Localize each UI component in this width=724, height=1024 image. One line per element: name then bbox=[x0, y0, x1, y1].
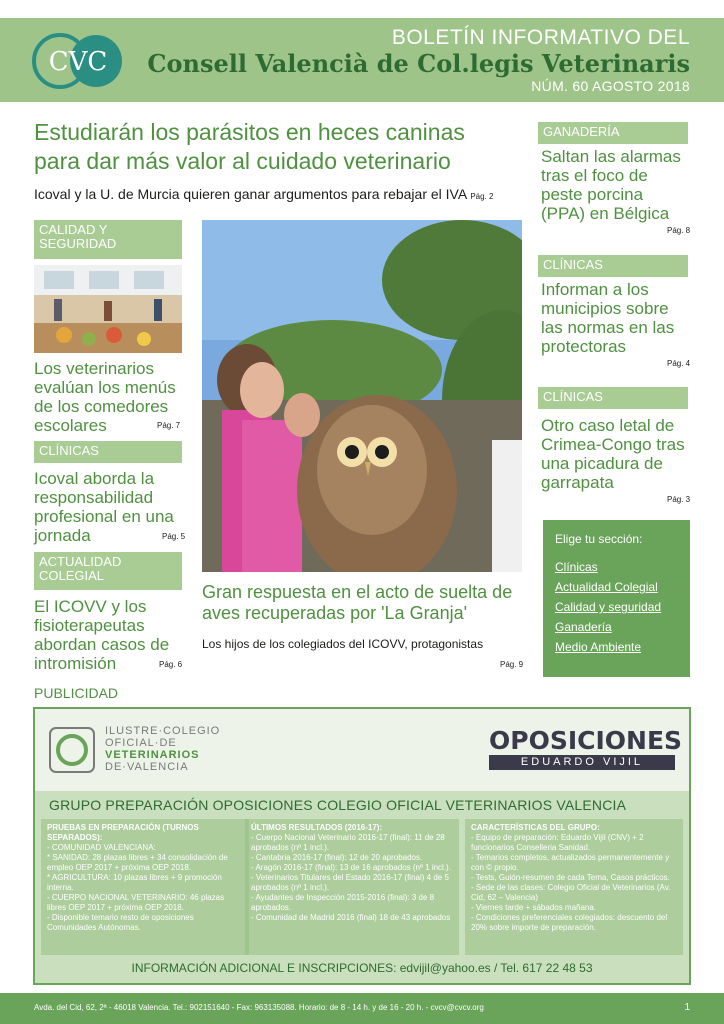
col3-line: - Equipo de preparación: Eduardo Vijil (CNV) + 2 funcionarios Conselleria Sanidad. bbox=[471, 833, 644, 852]
col2-line: - Comunidad de Madrid 2016 (final) 18 de 43 aprobados bbox=[251, 913, 451, 922]
page-ref-fisioterapeutas: Pág. 6 bbox=[159, 660, 183, 669]
col2-line: - Aragón 2016-17 (final): 13 de 16 aprobados (nº 1 incl.). bbox=[251, 863, 451, 872]
headline-protectoras[interactable]: Informan a los municipios sobre las normas en las protectoras bbox=[541, 280, 675, 356]
headline-menus[interactable]: Los veterinarios evalúan los menús de los comedores escolares bbox=[34, 359, 176, 435]
page-ref-peste-porcina: Pág. 8 bbox=[667, 226, 691, 235]
subtitle-aves: Los hijos de los colegiados del ICOVV, protagonistas bbox=[202, 637, 484, 651]
section-chooser-title: Elige tu sección: bbox=[555, 532, 643, 546]
col2-line: - Cantabria 2016-17 (final): 12 de 20 aprobados. bbox=[251, 853, 423, 862]
section-link-actualidad-colegial[interactable]: Actualidad Colegial bbox=[555, 580, 658, 594]
ad-banner bbox=[35, 709, 689, 791]
section-link-calidad-seguridad[interactable]: Calidad y seguridad bbox=[555, 600, 662, 614]
col1-line: - COMUNIDAD VALENCIANA: bbox=[47, 843, 156, 852]
college-emblem-icon bbox=[49, 727, 95, 773]
headline-fisioterapeutas[interactable]: El ICOVV y los fisioterapeutas abordan casos de intromisión bbox=[34, 597, 170, 673]
logo-text: CVC bbox=[48, 47, 108, 77]
col2-line: - Veterinarios Titulares del Estado 2016-17 (final) 4 de 5 aprobados (nº 1 incl.). bbox=[251, 873, 449, 892]
oposiciones-brand bbox=[489, 726, 683, 773]
col2-line: - Cuerpo Nacional Veterinario 2016-17 (final): 11 de 28 aprobados (nº 1 incl.). bbox=[251, 833, 445, 852]
ad-column-pruebas bbox=[41, 819, 249, 955]
section-tag-ganaderia: GANADERÍA bbox=[538, 122, 688, 144]
page-footer bbox=[0, 993, 724, 1024]
college-name bbox=[105, 725, 220, 773]
col2-heading: ÚLTIMOS RESULTADOS (2016-17): bbox=[251, 823, 383, 832]
col3-line: - Temarios completos, actualizados permanentemente y con © propio. bbox=[471, 853, 670, 872]
col1-line: * AGRICULTURA: 10 plazas libres + 9 promoción interna. bbox=[47, 873, 222, 892]
page-ref-responsabilidad: Pág. 5 bbox=[162, 532, 186, 541]
ad-column-resultados bbox=[245, 819, 459, 955]
page-ref-menus: Pág. 7 bbox=[157, 421, 181, 430]
brand-name: OPOSICIONES bbox=[489, 726, 683, 755]
section-tag-clinicas-left: CLÍNICAS bbox=[34, 441, 182, 463]
masthead bbox=[0, 18, 724, 102]
section-tag-clinicas-right-2: CLÍNICAS bbox=[538, 387, 688, 409]
advertising-label: PUBLICIDAD bbox=[34, 685, 119, 701]
ad-contact[interactable]: INFORMACIÓN ADICIONAL E INSCRIPCIONES: edvijil@yahoo.es / Tel. 617 22 48 53 bbox=[131, 961, 593, 975]
lead-headline[interactable]: Estudiarán los parásitos en heces caninas para dar más valor al cuidado veterinario bbox=[34, 119, 465, 174]
canteen-photo bbox=[34, 265, 182, 353]
col3-line: - Condiciones preferenciales colegiados: descuento del 20% sobre importe de preparación. bbox=[471, 913, 668, 932]
college-line-1: ILUSTRE·COLEGIO bbox=[105, 725, 221, 737]
page-number: 1 bbox=[684, 1002, 690, 1013]
ad-column-caracteristicas bbox=[465, 819, 683, 955]
lead-subtitle-text: Icoval y la U. de Murcia quieren ganar argumentos para rebajar el IVA bbox=[34, 186, 467, 202]
section-link-ganaderia[interactable]: Ganadería bbox=[555, 620, 612, 634]
owl-release-photo bbox=[202, 220, 522, 572]
section-chooser bbox=[543, 520, 690, 677]
section-link-medio-ambiente[interactable]: Medio Ambiente bbox=[555, 640, 642, 654]
headline-peste-porcina[interactable]: Saltan las alarmas tras el foco de peste porcina (PPA) en Bélgica bbox=[541, 147, 681, 223]
section-tag-calidad: CALIDAD Y SEGURIDAD bbox=[34, 220, 182, 259]
advertisement[interactable] bbox=[33, 707, 691, 985]
col3-line: - Tests, Guión-resumen de cada Tema, Casos prácticos. bbox=[471, 873, 670, 882]
page-ref-crimea-congo: Pág. 3 bbox=[667, 495, 691, 504]
issue-number: NÚM. 60 AGOSTO 2018 bbox=[531, 78, 690, 94]
section-link-clinicas[interactable]: Clínicas bbox=[555, 560, 598, 574]
headline-crimea-congo[interactable]: Otro caso letal de Crimea-Congo tras una picadura de garrapata bbox=[541, 416, 685, 492]
cvcv-logo bbox=[30, 32, 130, 90]
bulletin-label: BOLETÍN INFORMATIVO DEL bbox=[391, 26, 690, 49]
section-tag-actualidad: ACTUALIDAD COLEGIAL bbox=[34, 552, 182, 590]
page-ref-aves: Pág. 9 bbox=[500, 660, 524, 669]
brand-subtitle: EDUARDO VIJIL bbox=[489, 755, 675, 770]
col1-line: * SANIDAD: 28 plazas libres + 34 consolidación de empleo OEP 2017 + próxima OEP 2018. bbox=[47, 853, 228, 872]
section-tag-clinicas-right-1: CLÍNICAS bbox=[538, 255, 688, 277]
page-ref-protectoras: Pág. 4 bbox=[667, 359, 691, 368]
col1-heading: PRUEBAS EN PREPARACIÓN (TURNOS SEPARADOS): bbox=[47, 823, 199, 842]
headline-aves[interactable]: Gran respuesta en el acto de suelta de aves recuperadas por 'La Granja' bbox=[202, 582, 513, 623]
headline-responsabilidad[interactable]: Icoval aborda la responsabilidad profesional en una jornada bbox=[34, 469, 174, 545]
col3-heading: CARACTERÍSTICAS DEL GRUPO: bbox=[471, 823, 600, 832]
college-line-4: DE·VALENCIA bbox=[105, 761, 189, 773]
col1-line: - Disponible temario resto de oposiciones Comunidades Autónomas. bbox=[47, 913, 194, 932]
lead-page-ref: Pág. 2 bbox=[470, 192, 494, 201]
col3-line: - Viernes tarde + sábados mañana. bbox=[471, 903, 597, 912]
col3-line: - Sede de las clases: Colegio Oficial de Veterinarios (Av. Cid, 62 – Valencia) bbox=[471, 883, 671, 902]
col1-line: - CUERPO NACIONAL VETERINARIO: 46 plazas libres OEP 2017 + próxima OEP 2018. bbox=[47, 893, 225, 912]
ad-title: GRUPO PREPARACIÓN OPOSICIONES COLEGIO OFICIAL VETERINARIOS VALENCIA bbox=[49, 797, 627, 813]
col2-line: - Ayudantes de Inspección 2015-2016 (final): 3 de 8 aprobados. bbox=[251, 893, 435, 912]
publisher-name: Consell Valencià de Col.legis Veterinaris bbox=[147, 49, 690, 78]
college-line-3: VETERINARIOS bbox=[105, 749, 200, 761]
footer-contact: Avda. del Cid, 62, 2ª - 46018 Valencia. Tel.: 902151640 - Fax: 963135088. Horario: de 8 - 14 h. y de 16 - 20 h. - cvcv@cvcv.org bbox=[34, 1003, 484, 1012]
college-line-2: OFICIAL·DE bbox=[105, 737, 177, 749]
lead-subtitle bbox=[34, 186, 493, 202]
